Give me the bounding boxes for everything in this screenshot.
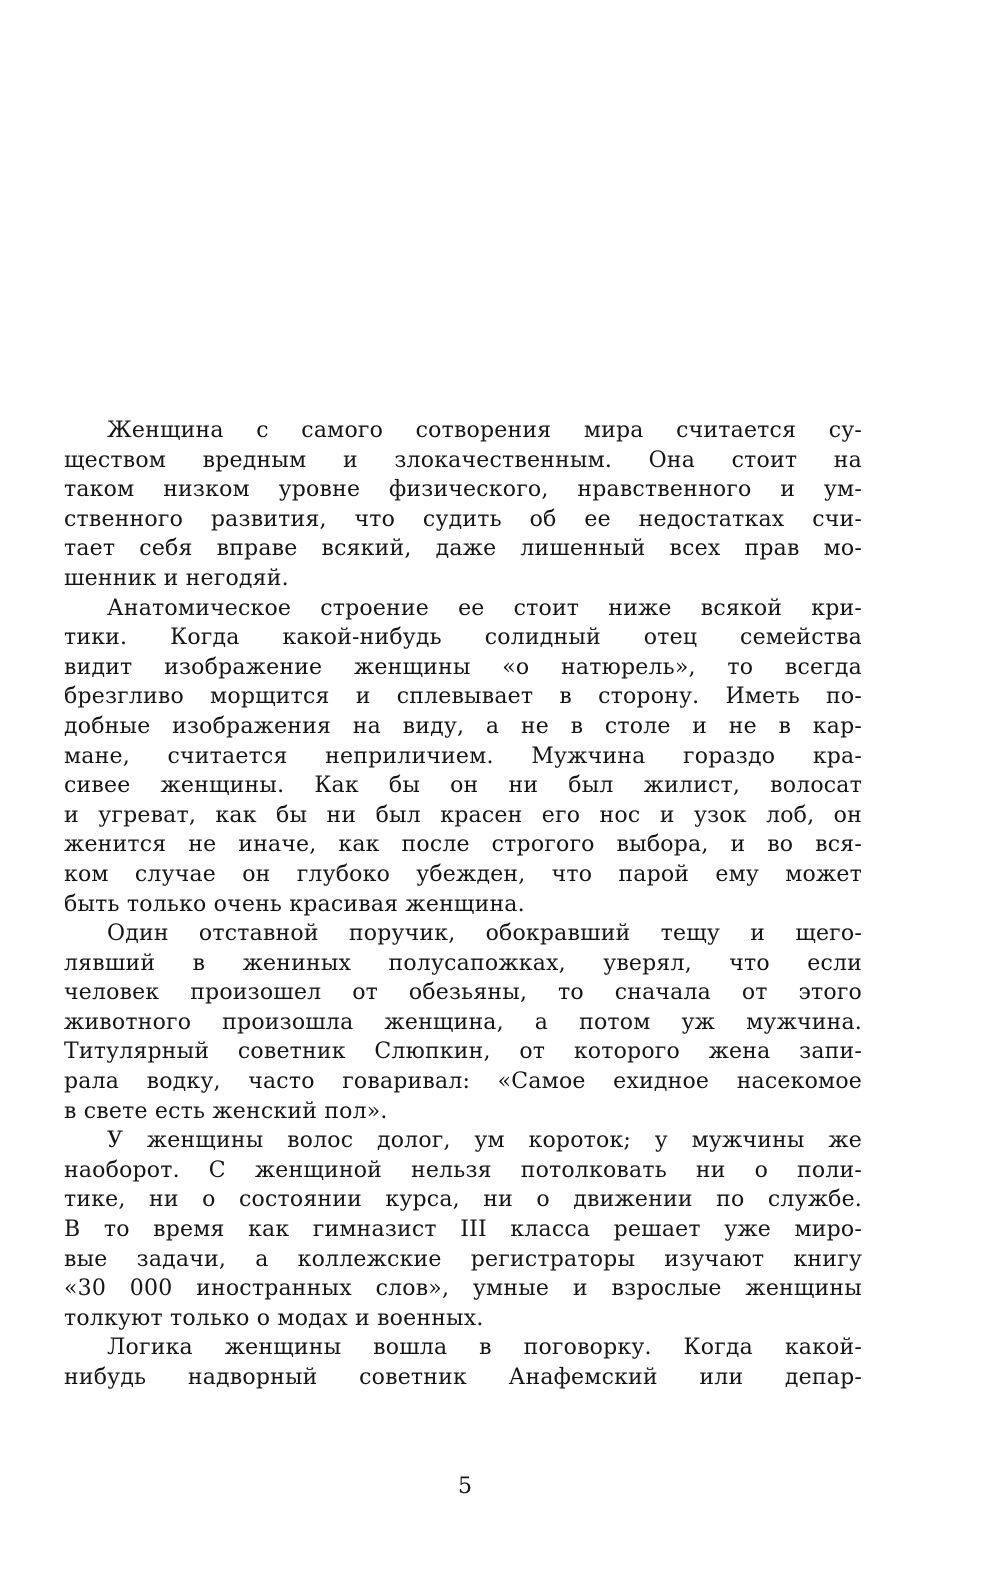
text-line: в свете есть женский пол». bbox=[64, 1098, 388, 1124]
text-line: В то время как гимназист III класса решает уже миро- bbox=[64, 1217, 862, 1243]
text-line: лявший в жениных полусапожках, уверял, что если bbox=[64, 950, 862, 976]
text-line: Титулярный советник Слюпкин, от которого жена запи- bbox=[64, 1039, 862, 1065]
text-line: таком низком уровне физического, нравственного и ум- bbox=[64, 477, 862, 503]
text-line: шенник и негодяй. bbox=[64, 565, 289, 591]
text-line: Женщина с самого сотворения мира считается су- bbox=[107, 418, 862, 443]
text-line: быть только очень красивая женщина. bbox=[64, 891, 525, 917]
text-line: «30 000 иностранных слов», умные и взрослые женщины bbox=[64, 1276, 862, 1302]
text-line: женится не иначе, как после строгого выбора, и во вся- bbox=[64, 832, 862, 858]
text-line: видит изображение женщины «о натюрель», то всегда bbox=[64, 654, 862, 680]
text-line: ком случае он глубоко убежден, что парой ему может bbox=[64, 861, 862, 887]
paragraph bbox=[64, 1126, 862, 1333]
text-line: животного произошла женщина, а потом уж мужчина. bbox=[64, 1009, 862, 1035]
page-number bbox=[0, 1473, 1000, 1501]
page-number-label: 5 bbox=[458, 1474, 472, 1499]
page-body-text bbox=[64, 416, 862, 1393]
text-line: Анатомическое строение ее стоит ниже всякой кри- bbox=[107, 595, 862, 621]
text-line: толкуют только о модах и военных. bbox=[64, 1305, 484, 1331]
text-line: добные изображения на виду, а не в столе и не в кар- bbox=[64, 713, 862, 739]
text-line: тики. Когда какой-нибудь солидный отец семейства bbox=[64, 625, 862, 651]
paragraph bbox=[64, 1333, 862, 1392]
paragraph bbox=[64, 919, 862, 1126]
text-line: человек произошел от обезьяны, то сначала от этого bbox=[64, 980, 862, 1006]
text-line: мане, считается неприличием. Мужчина гораздо кра- bbox=[64, 743, 862, 769]
text-line: У женщины волос долог, ум короток; у мужчины же bbox=[107, 1128, 862, 1154]
text-line: нибудь надворный советник Анафемский или депар- bbox=[64, 1365, 862, 1390]
text-line: наоборот. С женщиной нельзя потолковать ни о поли- bbox=[64, 1157, 862, 1183]
paragraph bbox=[64, 416, 862, 594]
text-line: рала водку, часто говаривал: «Самое ехидное насекомое bbox=[64, 1069, 862, 1095]
text-line: тает себя вправе всякий, даже лишенный всех прав мо- bbox=[64, 536, 862, 562]
text-line: тике, ни о состоянии курса, ни о движении по службе. bbox=[64, 1187, 862, 1213]
text-line: вые задачи, а коллежские регистраторы изучают книгу bbox=[64, 1246, 862, 1272]
text-line: Один отставной поручик, обокравший тещу и щего- bbox=[107, 921, 862, 947]
paragraph bbox=[64, 594, 862, 920]
text-line: ществом вредным и злокачественным. Она стоит на bbox=[64, 447, 862, 473]
text-line: и угреват, как бы ни был красен его нос и узок лоб, он bbox=[64, 802, 862, 828]
text-line: ственного развития, что судить об ее недостатках счи- bbox=[64, 506, 862, 532]
text-line: Логика женщины вошла в поговорку. Когда какой- bbox=[107, 1335, 862, 1361]
text-line: сивее женщины. Как бы он ни был жилист, волосат bbox=[64, 773, 862, 799]
text-line: брезгливо морщится и сплевывает в сторону. Иметь по- bbox=[64, 684, 862, 710]
